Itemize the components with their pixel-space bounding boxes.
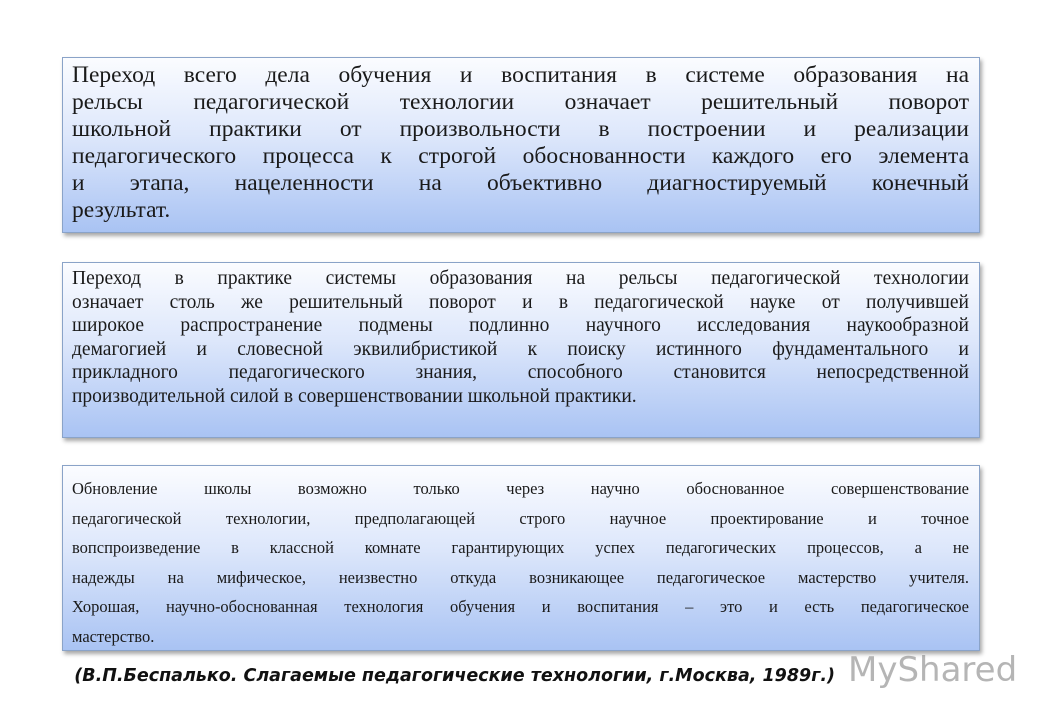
text-line: прикладного педагогического знания, способного становится непосредственной [72,362,969,383]
text-line: и этапа, нацеленности на объективно диагностируемый конечный [72,170,969,196]
quote-box-3 [62,465,980,651]
text-line: вопспроизведение в классной комнате гарантирующих успех педагогических процессов, а не [72,538,969,558]
text-line: педагогического процесса к строгой обоснованности каждого его элемента [72,143,969,169]
citation: (В.П.Беспалько. Слагаемые педагогические технологии, г.Москва, 1989г.) [74,666,835,686]
text-line: педагогической технологии, предполагающей строго научное проектирование и точное [72,508,969,528]
text-line: надежды на мифическое, неизвестно откуда возникающее педагогическое мастерство учителя. [72,567,969,587]
text-line: Хорошая, научно-обоснованная технология обучения и воспитания – это и есть педагогическое [72,597,969,617]
text-line: рельсы педагогической технологии означает решительный поворот [72,89,969,115]
quote-box-1 [62,57,980,233]
text-line: Переход в практике системы образования на рельсы педагогической технологии [72,268,969,289]
text-line: Переход всего дела обучения и воспитания в системе образования на [72,62,969,88]
text-line: результат. [72,197,171,223]
text-line: мастерство. [72,626,155,646]
text-line: Обновление школы возможно только через научно обоснованное совершенствование [72,479,969,498]
text-line: означает столь же решительный поворот и в педагогической науке от получившей [72,291,969,313]
text-line: широкое распространение подмены подлинно научного исследования наукообразной [72,315,969,336]
text-line: школьной практики от произвольности в построении и реализации [72,116,969,142]
text-line: производительной силой в совершенствовании школьной практики. [72,385,637,407]
watermark-logo: MyShared [848,650,1018,690]
text-line: демагогией и словесной эквилибристикой к поиску истинного фундаментального и [72,338,969,360]
quote-box-2 [62,262,980,438]
